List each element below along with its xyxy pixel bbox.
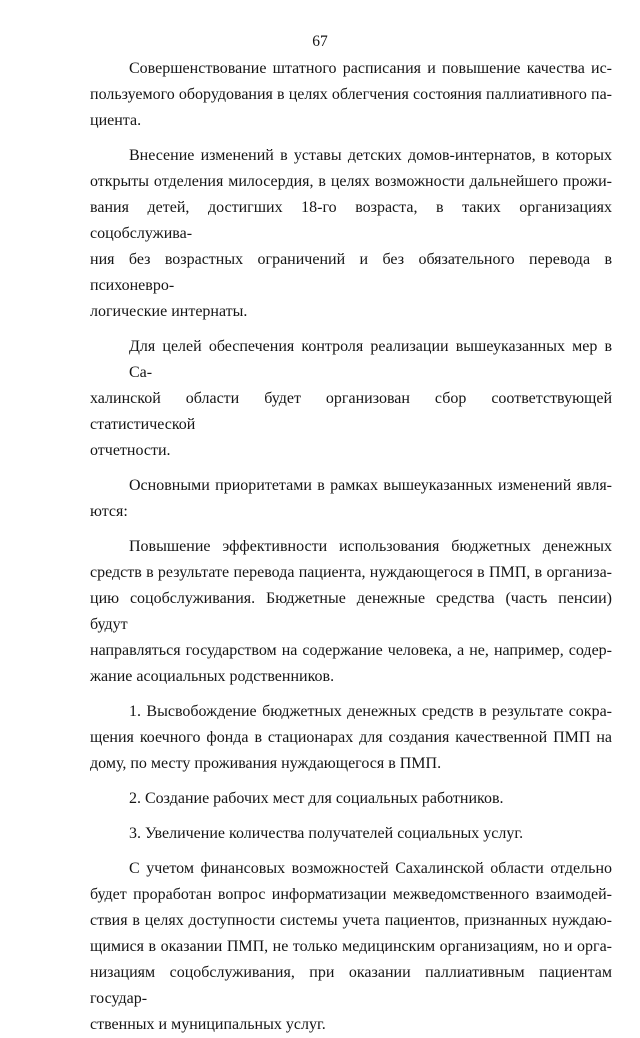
paragraph-gap (90, 464, 612, 473)
text-line: щимися в оказании ПМП, не только медицинским организациям, но и орга- (90, 938, 612, 955)
paragraph (90, 786, 612, 812)
paragraph (90, 856, 612, 1038)
text-line: 1. Высвобождение бюджетных денежных средств в результате сокра- (129, 703, 612, 720)
text-line: 2. Создание рабочих мест для социальных работников. (129, 790, 504, 807)
text-line: циента. (90, 112, 142, 129)
paragraph (90, 473, 612, 525)
text-line: 3. Увеличение количества получателей социальных услуг. (129, 825, 524, 842)
paragraph (90, 334, 612, 464)
text-line: отчетности. (90, 442, 171, 459)
page-number: 67 (312, 33, 328, 50)
paragraph-gap (90, 777, 612, 786)
text-line: халинской области будет организован сбор соответствующей статистической (90, 390, 612, 433)
text-line: средств в результате перевода пациента, нуждающегося в ПМП, в организа- (90, 564, 612, 581)
text-line: С учетом финансовых возможностей Сахалинской области отдельно (129, 860, 612, 877)
text-line: открыты отделения милосердия, в целях возможности дальнейшего прожи- (90, 173, 612, 190)
text-line: низациям соцобслуживания, при оказании паллиативным пациентам государ- (90, 964, 612, 1007)
text-line: ственных и муниципальных услуг. (90, 1016, 326, 1033)
text-line: Повышение эффективности использования бюджетных денежных (129, 538, 612, 555)
text-line: логические интернаты. (90, 303, 248, 320)
paragraph-gap (90, 847, 612, 856)
paragraph (90, 821, 612, 847)
paragraph (90, 143, 612, 325)
text-line: Внесение изменений в уставы детских домов-интернатов, в которых (129, 147, 612, 164)
text-line: Основными приоритетами в рамках вышеуказанных изменений явля- (129, 477, 612, 494)
paragraph (90, 699, 612, 777)
text-line: ются: (90, 503, 128, 520)
paragraph-gap (90, 690, 612, 699)
text-line: будет проработан вопрос информатизации межведомственного взаимодей- (90, 886, 612, 903)
text-line: ствия в целях доступности системы учета пациентов, признанных нуждаю- (90, 912, 612, 929)
text-line: Совершенствование штатного расписания и повышение качества ис- (129, 60, 612, 77)
text-line: жание асоциальных родственников. (90, 668, 335, 685)
paragraph-gap (90, 325, 612, 334)
text-line: ния без возрастных ограничений и без обязательного перевода в психоневро- (90, 251, 612, 294)
paragraph-gap (90, 134, 612, 143)
text-line: Для целей обеспечения контроля реализации вышеуказанных мер в Са- (129, 338, 612, 381)
text-line: направляться государством на содержание человека, а не, например, содер- (90, 642, 612, 659)
paragraph-gap (90, 525, 612, 534)
text-line: цию соцобслуживания. Бюджетные денежные средства (часть пенсии) будут (90, 590, 612, 633)
text-line: щения коечного фонда в стационарах для создания качественной ПМП на (90, 729, 612, 746)
document-body (90, 56, 612, 1038)
paragraph-gap (90, 812, 612, 821)
text-line: вания детей, достигших 18-го возраста, в таких организациях соцобслужива- (90, 199, 612, 242)
paragraph (90, 56, 612, 134)
text-line: дому, по месту проживания нуждающегося в ПМП. (90, 755, 442, 772)
paragraph (90, 534, 612, 690)
text-line: пользуемого оборудования в целях облегчения состояния паллиативного па- (90, 86, 612, 103)
